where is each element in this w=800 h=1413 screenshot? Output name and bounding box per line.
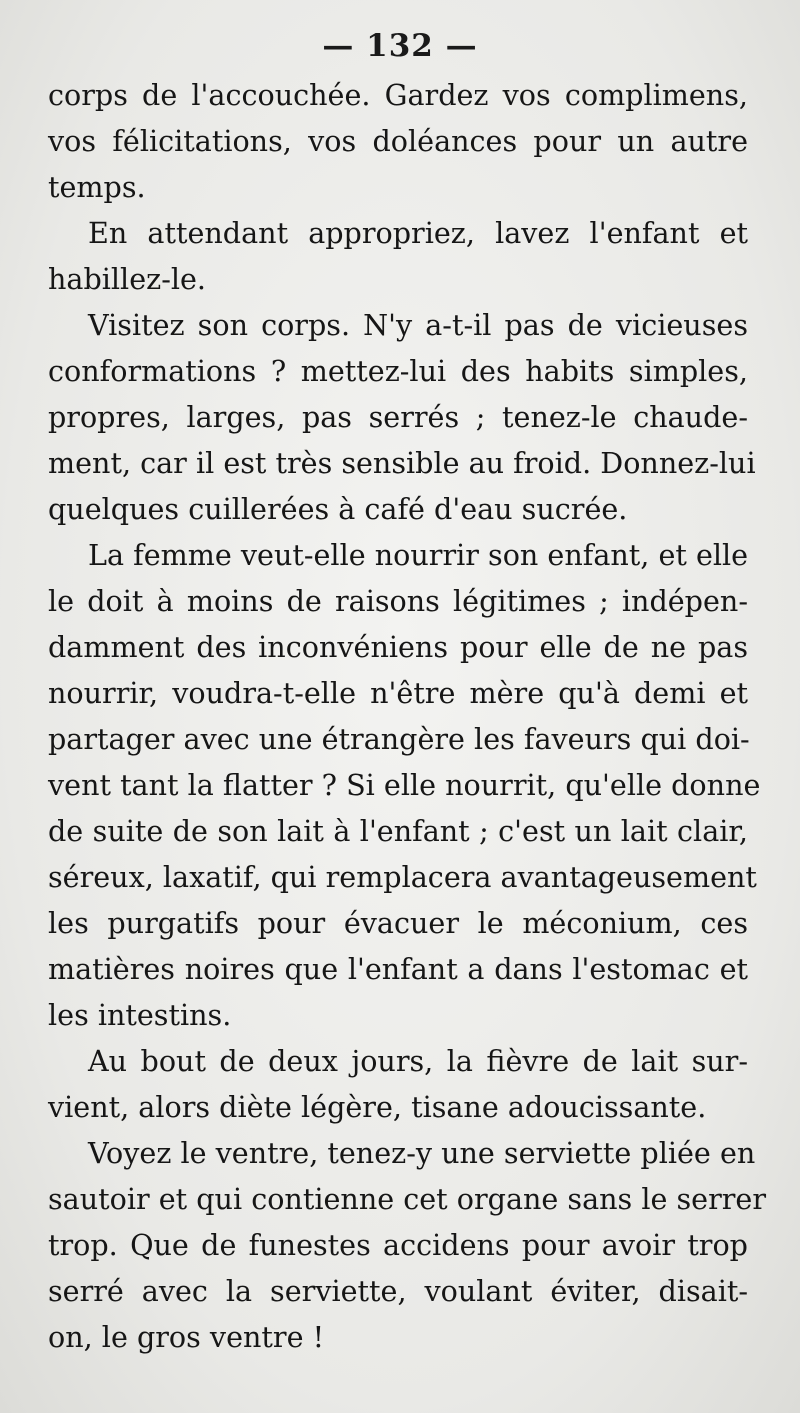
paragraph — [48, 532, 761, 1038]
text-line: damment des inconvéniens pour elle de ne pas — [48, 630, 748, 664]
text-line: partager avec une étrangère les faveurs qui doi- — [48, 722, 750, 756]
text-line: nourrir, voudra-t-elle n'être mère qu'à demi et — [48, 676, 748, 710]
text-line: ment, car il est très sensible au froid. Donnez-lui — [48, 446, 756, 480]
text-line: le doit à moins de raisons légitimes ; indépen- — [48, 584, 748, 618]
text-line: La femme veut-elle nourrir son enfant, et elle — [88, 538, 749, 572]
paragraph — [48, 1038, 748, 1130]
text-line: les purgatifs pour évacuer le méconium, ces — [48, 906, 748, 940]
text-line: habillez-le. — [48, 262, 207, 296]
text-line: on, le gros ventre ! — [48, 1320, 325, 1354]
text-line: matières noires que l'enfant a dans l'estomac et — [48, 952, 748, 986]
text-line: trop. Que de funestes accidens pour avoir trop — [48, 1228, 748, 1262]
text-line: les intestins. — [48, 998, 232, 1032]
page-number: — 132 — — [322, 28, 478, 64]
text-line: quelques cuillerées à café d'eau sucrée. — [48, 492, 628, 526]
text-line: temps. — [48, 170, 146, 204]
text-line: vent tant la flatter ? Si elle nourrit, qu'elle donne — [48, 768, 761, 802]
body-text — [48, 72, 766, 1360]
text-line: Au bout de deux jours, la fièvre de lait sur- — [88, 1044, 748, 1078]
text-line: En attendant appropriez, lavez l'enfant et — [88, 216, 748, 250]
paragraph — [48, 1130, 766, 1360]
paragraph — [48, 302, 756, 532]
text-line: de suite de son lait à l'enfant ; c'est un lait clair, — [48, 814, 748, 848]
text-line: vos félicitations, vos doléances pour un autre — [48, 124, 748, 158]
paragraph — [48, 72, 748, 210]
text-line: vient, alors diète légère, tisane adoucissante. — [48, 1090, 707, 1124]
text-line: séreux, laxatif, qui remplacera avantageusement — [48, 860, 757, 894]
text-line: propres, larges, pas serrés ; tenez-le chaude- — [48, 400, 748, 434]
text-line: serré avec la serviette, voulant éviter, disait- — [48, 1274, 748, 1308]
paragraph — [48, 210, 748, 302]
text-line: corps de l'accouchée. Gardez vos complimens, — [48, 78, 748, 112]
text-line: Voyez le ventre, tenez-y une serviette pliée en — [88, 1136, 756, 1170]
text-line: Visitez son corps. N'y a-t-il pas de vicieuses — [88, 308, 748, 342]
text-line: conformations ? mettez-lui des habits simples, — [48, 354, 748, 388]
text-line: sautoir et qui contienne cet organe sans le serrer — [48, 1182, 766, 1216]
